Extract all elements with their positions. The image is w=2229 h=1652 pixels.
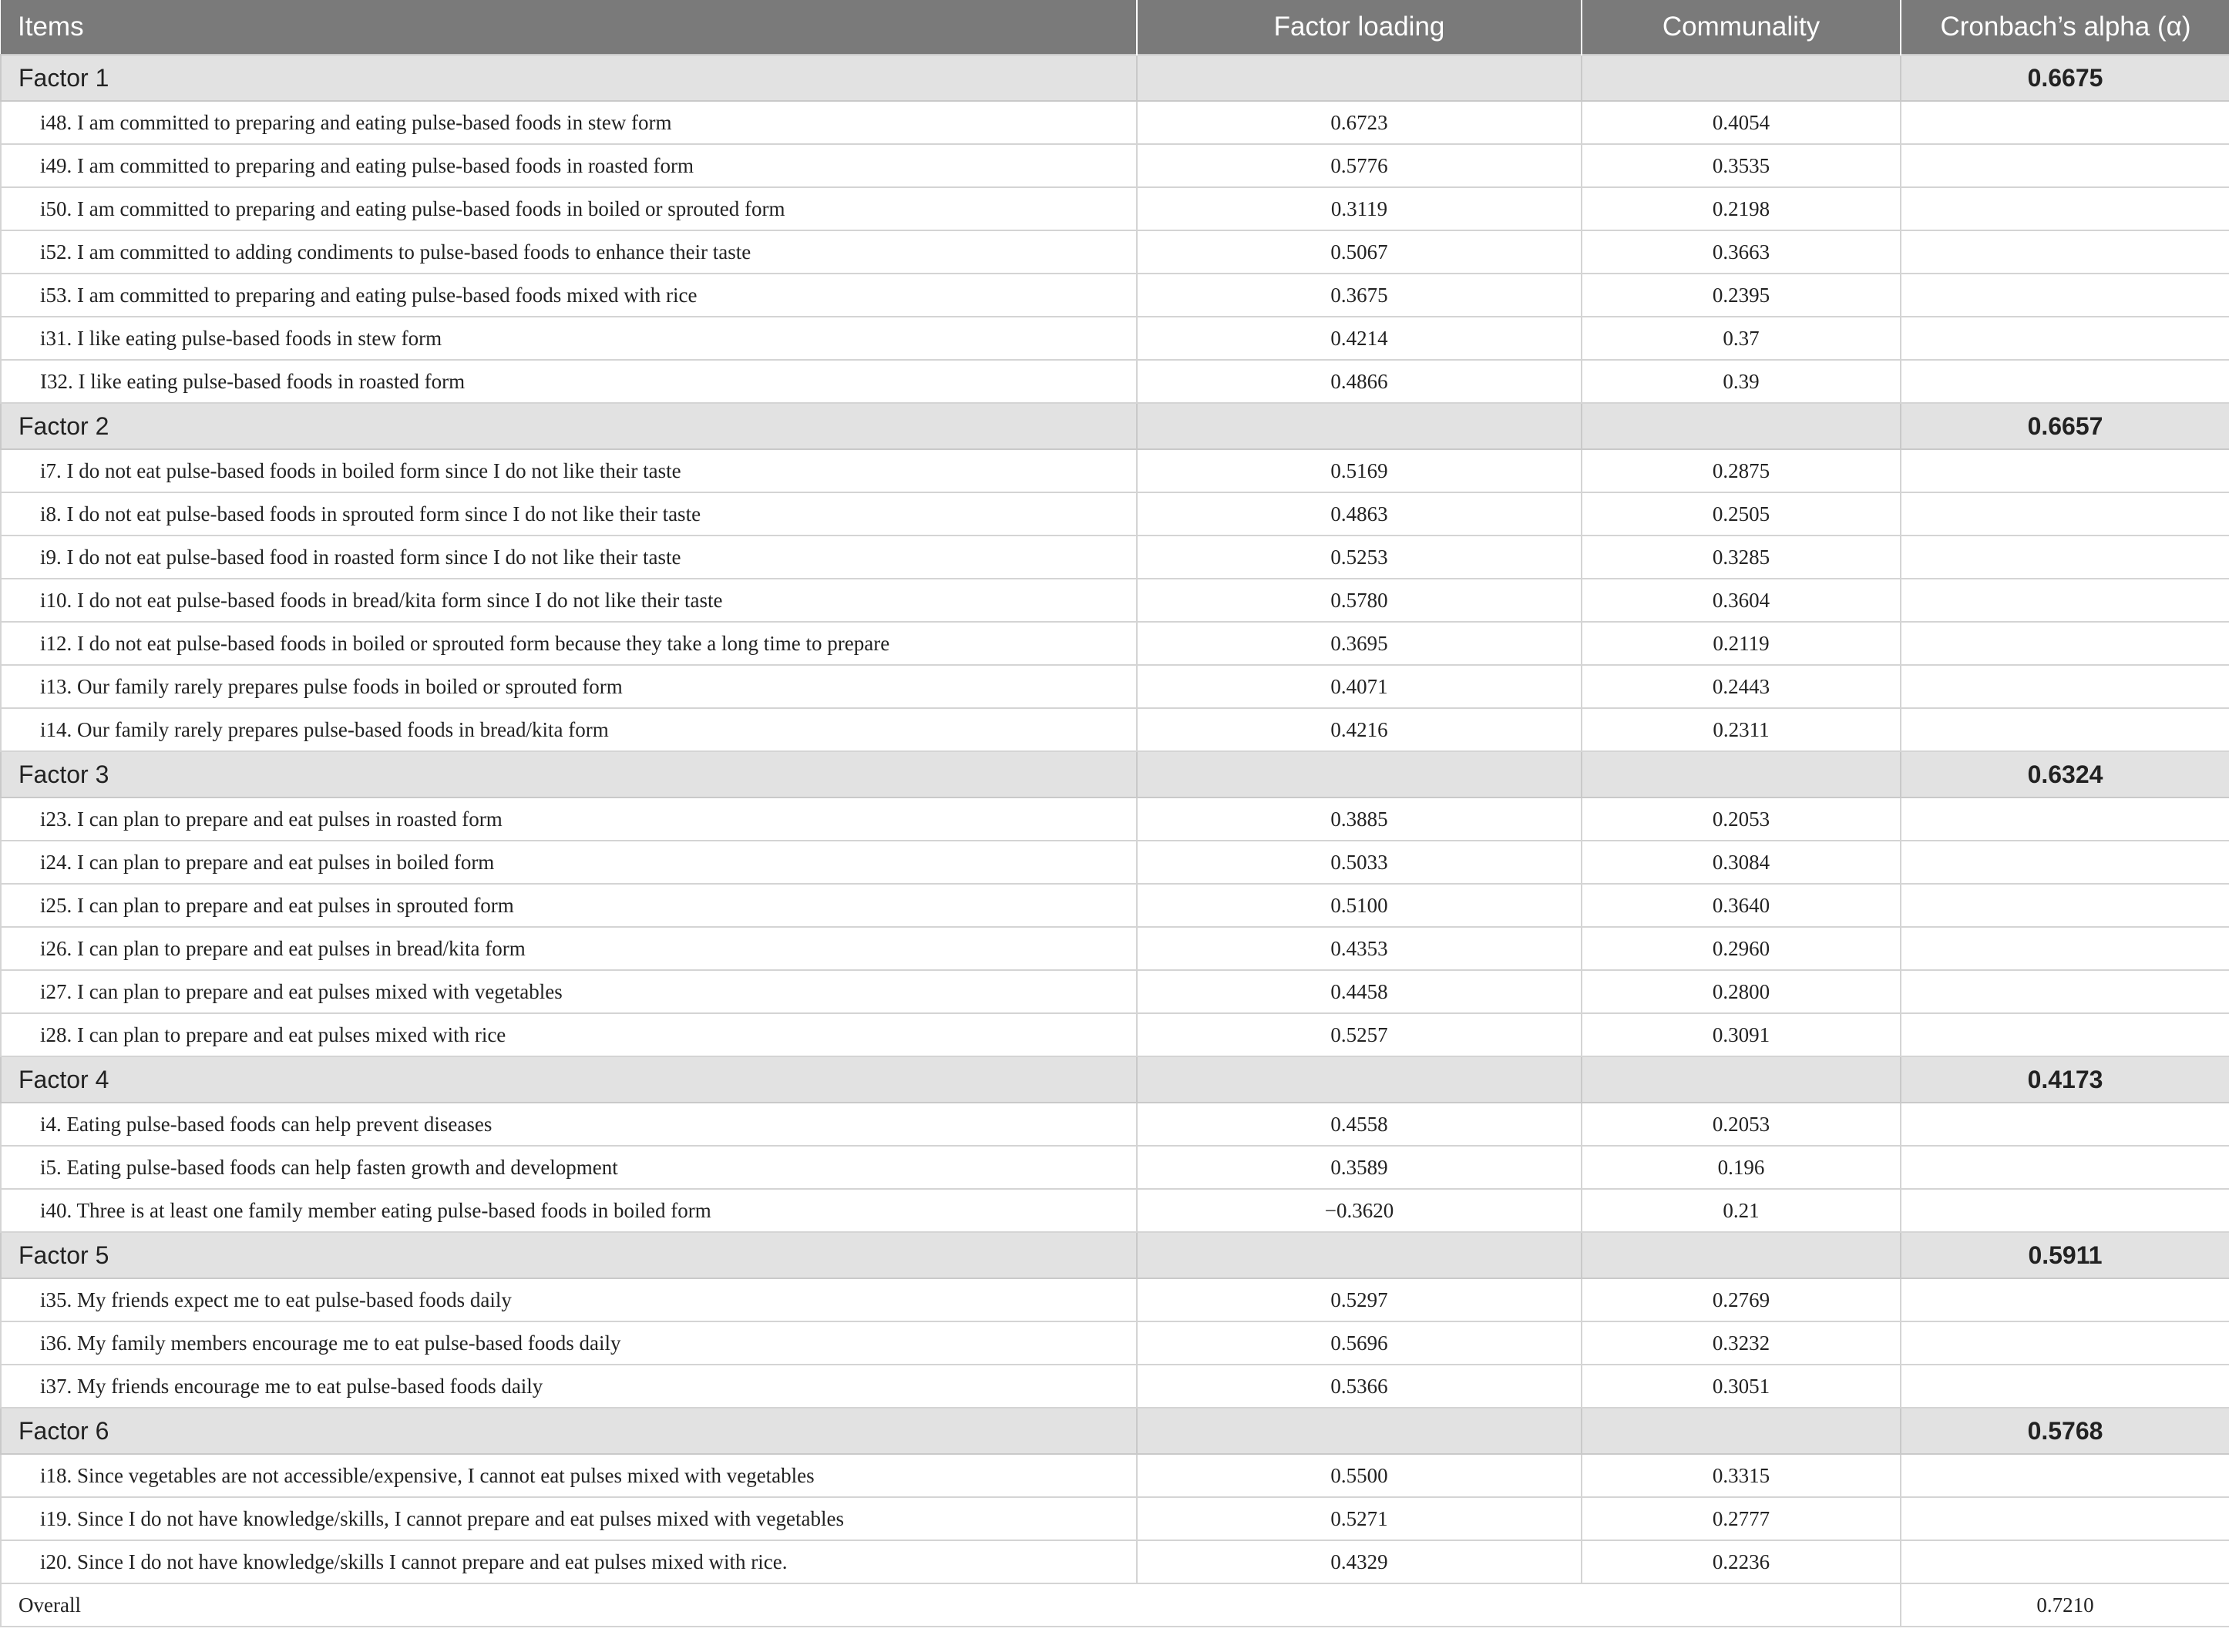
item-alpha-empty bbox=[1901, 536, 2229, 579]
table-row bbox=[1, 841, 2229, 884]
item-communality: 0.21 bbox=[1582, 1189, 1901, 1232]
table-row bbox=[1, 1103, 2229, 1146]
table-row bbox=[1, 449, 2229, 492]
item-alpha-empty bbox=[1901, 1189, 2229, 1232]
item-text: i35. My friends expect me to eat pulse-based foods daily bbox=[1, 1278, 1137, 1321]
item-text: i9. I do not eat pulse-based food in roasted form since I do not like their taste bbox=[1, 536, 1137, 579]
factor-communality-empty bbox=[1582, 1408, 1901, 1454]
item-alpha-empty bbox=[1901, 1278, 2229, 1321]
item-text: i26. I can plan to prepare and eat pulses in bread/kita form bbox=[1, 927, 1137, 970]
item-communality: 0.3315 bbox=[1582, 1454, 1901, 1497]
item-alpha-empty bbox=[1901, 101, 2229, 144]
item-factor-loading: 0.4071 bbox=[1137, 665, 1582, 708]
item-alpha-empty bbox=[1901, 492, 2229, 536]
item-communality: 0.2960 bbox=[1582, 927, 1901, 970]
item-alpha-empty bbox=[1901, 1540, 2229, 1583]
header-communality: Communality bbox=[1582, 0, 1901, 55]
item-factor-loading: 0.4458 bbox=[1137, 970, 1582, 1013]
header-factor-loading: Factor loading bbox=[1137, 0, 1582, 55]
item-communality: 0.3091 bbox=[1582, 1013, 1901, 1056]
item-factor-loading: 0.5169 bbox=[1137, 449, 1582, 492]
item-alpha-empty bbox=[1901, 1146, 2229, 1189]
header-items: Items bbox=[1, 0, 1137, 55]
factor-label: Factor 3 bbox=[1, 751, 1137, 797]
factor-communality-empty bbox=[1582, 1056, 1901, 1103]
item-communality: 0.2311 bbox=[1582, 708, 1901, 751]
item-communality: 0.3285 bbox=[1582, 536, 1901, 579]
item-alpha-empty bbox=[1901, 360, 2229, 403]
item-alpha-empty bbox=[1901, 449, 2229, 492]
item-factor-loading: 0.5780 bbox=[1137, 579, 1582, 622]
item-text: i53. I am committed to preparing and eating pulse-based foods mixed with rice bbox=[1, 274, 1137, 317]
item-text: i28. I can plan to prepare and eat pulses mixed with rice bbox=[1, 1013, 1137, 1056]
item-communality: 0.2236 bbox=[1582, 1540, 1901, 1583]
table-row bbox=[1, 536, 2229, 579]
factor-loading-empty bbox=[1137, 403, 1582, 449]
item-text: i40. Three is at least one family member eating pulse-based foods in boiled form bbox=[1, 1189, 1137, 1232]
item-alpha-empty bbox=[1901, 708, 2229, 751]
factor-row bbox=[1, 1056, 2229, 1103]
item-communality: 0.4054 bbox=[1582, 101, 1901, 144]
item-text: i52. I am committed to adding condiments to pulse-based foods to enhance their taste bbox=[1, 230, 1137, 274]
item-text: i20. Since I do not have knowledge/skills I cannot prepare and eat pulses mixed with rice. bbox=[1, 1540, 1137, 1583]
table-header-row bbox=[1, 0, 2229, 55]
item-factor-loading: 0.4558 bbox=[1137, 1103, 1582, 1146]
item-text: i5. Eating pulse-based foods can help fasten growth and development bbox=[1, 1146, 1137, 1189]
item-communality: 0.2505 bbox=[1582, 492, 1901, 536]
factor-loading-empty bbox=[1137, 1056, 1582, 1103]
item-factor-loading: 0.5271 bbox=[1137, 1497, 1582, 1540]
item-text: I32. I like eating pulse-based foods in roasted form bbox=[1, 360, 1137, 403]
table-row bbox=[1, 360, 2229, 403]
item-text: i8. I do not eat pulse-based foods in sprouted form since I do not like their taste bbox=[1, 492, 1137, 536]
item-alpha-empty bbox=[1901, 841, 2229, 884]
item-alpha-empty bbox=[1901, 884, 2229, 927]
table-row bbox=[1, 884, 2229, 927]
item-text: i31. I like eating pulse-based foods in stew form bbox=[1, 317, 1137, 360]
item-alpha-empty bbox=[1901, 1321, 2229, 1365]
factor-communality-empty bbox=[1582, 1232, 1901, 1278]
item-communality: 0.2443 bbox=[1582, 665, 1901, 708]
item-factor-loading: 0.4353 bbox=[1137, 927, 1582, 970]
table-row bbox=[1, 317, 2229, 360]
item-communality: 0.3535 bbox=[1582, 144, 1901, 187]
factor-label: Factor 6 bbox=[1, 1408, 1137, 1454]
table-row bbox=[1, 708, 2229, 751]
item-text: i37. My friends encourage me to eat pulse-based foods daily bbox=[1, 1365, 1137, 1408]
table-row bbox=[1, 579, 2229, 622]
table-row bbox=[1, 1454, 2229, 1497]
factor-loading-empty bbox=[1137, 55, 1582, 101]
item-text: i4. Eating pulse-based foods can help prevent diseases bbox=[1, 1103, 1137, 1146]
factor-loading-empty bbox=[1137, 1408, 1582, 1454]
factor-alpha: 0.6657 bbox=[1901, 403, 2229, 449]
item-communality: 0.3663 bbox=[1582, 230, 1901, 274]
item-factor-loading: 0.5696 bbox=[1137, 1321, 1582, 1365]
factor-alpha: 0.6324 bbox=[1901, 751, 2229, 797]
item-text: i49. I am committed to preparing and eating pulse-based foods in roasted form bbox=[1, 144, 1137, 187]
item-communality: 0.2777 bbox=[1582, 1497, 1901, 1540]
factor-loading-empty bbox=[1137, 1232, 1582, 1278]
item-communality: 0.2395 bbox=[1582, 274, 1901, 317]
item-communality: 0.2119 bbox=[1582, 622, 1901, 665]
table-row bbox=[1, 274, 2229, 317]
item-alpha-empty bbox=[1901, 144, 2229, 187]
item-text: i48. I am committed to preparing and eating pulse-based foods in stew form bbox=[1, 101, 1137, 144]
item-alpha-empty bbox=[1901, 579, 2229, 622]
item-alpha-empty bbox=[1901, 317, 2229, 360]
item-factor-loading: 0.3589 bbox=[1137, 1146, 1582, 1189]
item-factor-loading: 0.4329 bbox=[1137, 1540, 1582, 1583]
item-communality: 0.2769 bbox=[1582, 1278, 1901, 1321]
item-text: i10. I do not eat pulse-based foods in bread/kita form since I do not like their taste bbox=[1, 579, 1137, 622]
item-factor-loading: 0.3119 bbox=[1137, 187, 1582, 230]
overall-alpha: 0.7210 bbox=[1901, 1583, 2229, 1627]
item-text: i18. Since vegetables are not accessible/expensive, I cannot eat pulses mixed with vegetables bbox=[1, 1454, 1137, 1497]
item-factor-loading: −0.3620 bbox=[1137, 1189, 1582, 1232]
item-communality: 0.3084 bbox=[1582, 841, 1901, 884]
table-row bbox=[1, 187, 2229, 230]
item-communality: 0.39 bbox=[1582, 360, 1901, 403]
item-factor-loading: 0.4863 bbox=[1137, 492, 1582, 536]
table-row bbox=[1, 230, 2229, 274]
item-text: i36. My family members encourage me to eat pulse-based foods daily bbox=[1, 1321, 1137, 1365]
item-text: i19. Since I do not have knowledge/skills, I cannot prepare and eat pulses mixed with vegetables bbox=[1, 1497, 1137, 1540]
table-row bbox=[1, 1146, 2229, 1189]
item-communality: 0.37 bbox=[1582, 317, 1901, 360]
item-text: i13. Our family rarely prepares pulse foods in boiled or sprouted form bbox=[1, 665, 1137, 708]
factor-row bbox=[1, 1232, 2229, 1278]
table-row bbox=[1, 1321, 2229, 1365]
header-cronbach-alpha: Cronbach’s alpha (α) bbox=[1901, 0, 2229, 55]
table-row bbox=[1, 622, 2229, 665]
overall-label: Overall bbox=[1, 1583, 1901, 1627]
item-communality: 0.3051 bbox=[1582, 1365, 1901, 1408]
item-factor-loading: 0.5100 bbox=[1137, 884, 1582, 927]
item-communality: 0.3604 bbox=[1582, 579, 1901, 622]
factor-row bbox=[1, 1408, 2229, 1454]
factor-loading-empty bbox=[1137, 751, 1582, 797]
item-factor-loading: 0.4866 bbox=[1137, 360, 1582, 403]
table-row bbox=[1, 1278, 2229, 1321]
factor-alpha: 0.6675 bbox=[1901, 55, 2229, 101]
item-alpha-empty bbox=[1901, 1013, 2229, 1056]
item-factor-loading: 0.4214 bbox=[1137, 317, 1582, 360]
factor-communality-empty bbox=[1582, 751, 1901, 797]
item-alpha-empty bbox=[1901, 1454, 2229, 1497]
item-factor-loading: 0.3695 bbox=[1137, 622, 1582, 665]
item-factor-loading: 0.4216 bbox=[1137, 708, 1582, 751]
table-row bbox=[1, 101, 2229, 144]
table-row bbox=[1, 665, 2229, 708]
overall-row bbox=[1, 1583, 2229, 1627]
item-communality: 0.3640 bbox=[1582, 884, 1901, 927]
item-communality: 0.2053 bbox=[1582, 1103, 1901, 1146]
item-alpha-empty bbox=[1901, 622, 2229, 665]
factor-communality-empty bbox=[1582, 403, 1901, 449]
table-row bbox=[1, 1540, 2229, 1583]
table-row bbox=[1, 492, 2229, 536]
item-factor-loading: 0.5366 bbox=[1137, 1365, 1582, 1408]
item-text: i25. I can plan to prepare and eat pulses in sprouted form bbox=[1, 884, 1137, 927]
factor-alpha: 0.4173 bbox=[1901, 1056, 2229, 1103]
item-communality: 0.196 bbox=[1582, 1146, 1901, 1189]
item-factor-loading: 0.3885 bbox=[1137, 797, 1582, 841]
item-factor-loading: 0.5297 bbox=[1137, 1278, 1582, 1321]
item-factor-loading: 0.5253 bbox=[1137, 536, 1582, 579]
item-text: i24. I can plan to prepare and eat pulses in boiled form bbox=[1, 841, 1137, 884]
table-row bbox=[1, 1013, 2229, 1056]
item-communality: 0.2053 bbox=[1582, 797, 1901, 841]
item-factor-loading: 0.6723 bbox=[1137, 101, 1582, 144]
item-alpha-empty bbox=[1901, 797, 2229, 841]
item-communality: 0.2198 bbox=[1582, 187, 1901, 230]
item-factor-loading: 0.5257 bbox=[1137, 1013, 1582, 1056]
item-communality: 0.2875 bbox=[1582, 449, 1901, 492]
factor-label: Factor 1 bbox=[1, 55, 1137, 101]
item-alpha-empty bbox=[1901, 1365, 2229, 1408]
item-alpha-empty bbox=[1901, 230, 2229, 274]
factor-row bbox=[1, 751, 2229, 797]
table-row bbox=[1, 797, 2229, 841]
item-alpha-empty bbox=[1901, 187, 2229, 230]
factor-label: Factor 2 bbox=[1, 403, 1137, 449]
item-factor-loading: 0.5033 bbox=[1137, 841, 1582, 884]
table-row bbox=[1, 1365, 2229, 1408]
factor-alpha: 0.5768 bbox=[1901, 1408, 2229, 1454]
factor-alpha: 0.5911 bbox=[1901, 1232, 2229, 1278]
item-text: i50. I am committed to preparing and eating pulse-based foods in boiled or sprouted form bbox=[1, 187, 1137, 230]
table-row bbox=[1, 144, 2229, 187]
table-row bbox=[1, 927, 2229, 970]
factor-communality-empty bbox=[1582, 55, 1901, 101]
item-alpha-empty bbox=[1901, 274, 2229, 317]
item-communality: 0.3232 bbox=[1582, 1321, 1901, 1365]
item-alpha-empty bbox=[1901, 970, 2229, 1013]
table-row bbox=[1, 970, 2229, 1013]
item-alpha-empty bbox=[1901, 927, 2229, 970]
item-text: i12. I do not eat pulse-based foods in boiled or sprouted form because they take a long time to prepare bbox=[1, 622, 1137, 665]
item-text: i23. I can plan to prepare and eat pulses in roasted form bbox=[1, 797, 1137, 841]
item-text: i27. I can plan to prepare and eat pulses mixed with vegetables bbox=[1, 970, 1137, 1013]
item-communality: 0.2800 bbox=[1582, 970, 1901, 1013]
item-factor-loading: 0.3675 bbox=[1137, 274, 1582, 317]
item-text: i14. Our family rarely prepares pulse-based foods in bread/kita form bbox=[1, 708, 1137, 751]
item-factor-loading: 0.5776 bbox=[1137, 144, 1582, 187]
item-text: i7. I do not eat pulse-based foods in boiled form since I do not like their taste bbox=[1, 449, 1137, 492]
item-alpha-empty bbox=[1901, 1497, 2229, 1540]
item-factor-loading: 0.5067 bbox=[1137, 230, 1582, 274]
table-row bbox=[1, 1189, 2229, 1232]
item-alpha-empty bbox=[1901, 665, 2229, 708]
factor-row bbox=[1, 55, 2229, 101]
item-factor-loading: 0.5500 bbox=[1137, 1454, 1582, 1497]
factor-row bbox=[1, 403, 2229, 449]
factor-label: Factor 4 bbox=[1, 1056, 1137, 1103]
item-alpha-empty bbox=[1901, 1103, 2229, 1146]
table-body bbox=[1, 55, 2229, 1627]
factor-label: Factor 5 bbox=[1, 1232, 1137, 1278]
table-row bbox=[1, 1497, 2229, 1540]
